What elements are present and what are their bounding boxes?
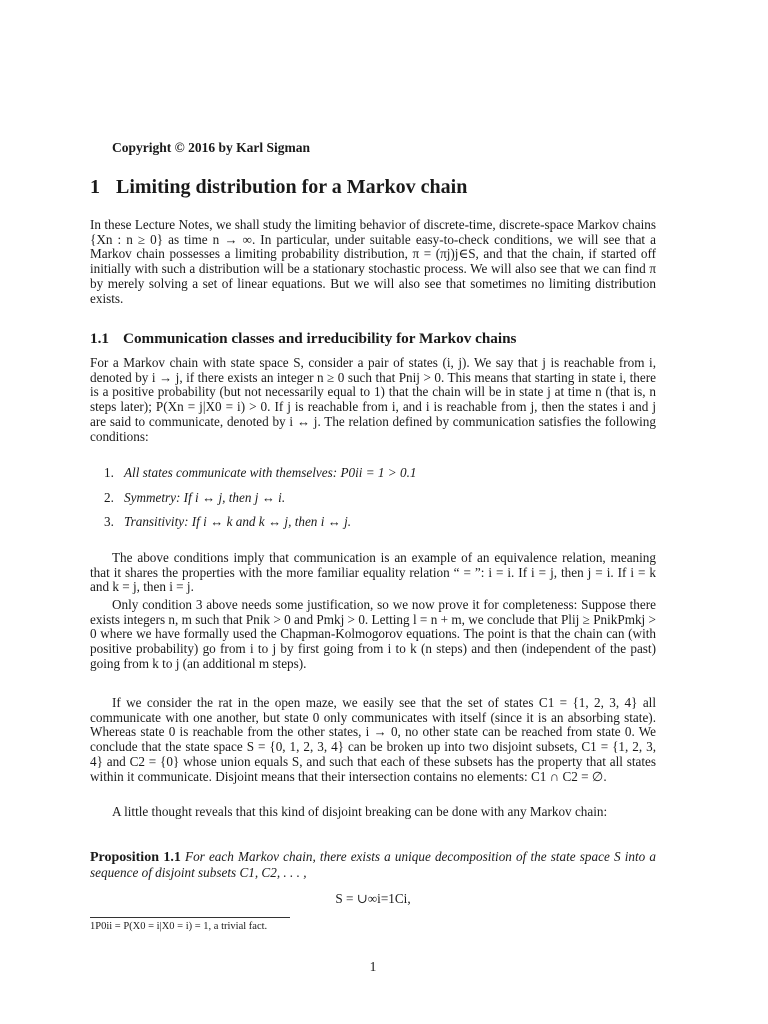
footnote-rule: [90, 917, 290, 918]
intro-paragraph: In these Lecture Notes, we shall study the limiting behavior of discrete-time, discrete-space Markov chains {Xn : n ≥ 0} as time n → ∞. In particular, under suitable easy-to-check conditions, we will see that a Markov chain possesses a limiting probability distribution, π = (πj)j∈S, and that the chain, if started off initially with such a distribution will be a stationary stochastic process. We will also see that we can find π by merely solving a set of linear equations. But we will also see that sometimes no limiting distribution exists.: [90, 217, 656, 306]
subsection-title: Communication classes and irreducibility for Markov chains: [122, 330, 517, 347]
proposition-text: For each Markov chain, there exists a unique decomposition of the state space S into a sequence of disjoint subsets C1, C2, . . . ,: [90, 849, 657, 880]
section-number: 1: [90, 176, 100, 198]
transitivity-proof-paragraph: Only condition 3 above needs some justification, so we now prove it for completeness: Suppose there exists integers n, m such that Pnik > 0 and Pmkj > 0. Letting l = n + m, we conclude that Plij ≥ PnikPmkj > 0 where we have formally used the Chapman-Kolmogorov equations. The point is that the chain can (with positive probability) go from i to j by first going from i to k (n steps) and then (independent of the past) going from k to j (an additional m steps).: [90, 597, 656, 671]
proposition-label: Proposition 1.1: [90, 850, 181, 865]
section-title: Limiting distribution for a Markov chain: [116, 176, 468, 198]
condition-item: 2. Symmetry: If i ↔ j, then j ↔ i.: [104, 489, 286, 505]
decomposition-equation: S = ∪∞i=1Ci,: [335, 891, 411, 906]
condition-item: 3. Transitivity: If i ↔ k and k ↔ j, then i ↔ j.: [104, 514, 352, 530]
proposition-block: [90, 850, 656, 880]
subsection-number: 1.1: [90, 330, 109, 347]
condition-item: 1. All states communicate with themselves: P0ii = 1 > 0.1: [104, 465, 417, 480]
page-number: 1: [369, 959, 377, 974]
section-heading: [90, 176, 467, 199]
copyright-line: Copyright © 2016 by Karl Sigman: [112, 140, 310, 155]
conditions-list: [104, 466, 644, 540]
equivalence-paragraph: The above conditions imply that communication is an example of an equivalence relation, meaning that it shares the properties with the more familiar equality relation “ = ”: i = i. If i = j, then j = i. If i = k and k = j, then i = j.: [90, 550, 656, 595]
rat-maze-paragraph: If we consider the rat in the open maze, we easily see that the set of states C1 = {1, 2, 3, 4} all communicate with one another, but state 0 only communicates with itself (since it is an absorbing state). Whereas state 0 is reachable from the other states, i → 0, no other state can be reached from state 0. We conclude that the state space S = {0, 1, 2, 3, 4} can be broken up into two disjoint subsets, C1 = {1, 2, 3, 4} and C2 = {0} whose union equals S, and such that each of these subsets has the property that all states within it communicate. Disjoint means that their intersection contains no elements: C1 ∩ C2 = ∅.: [90, 695, 656, 784]
subsection-heading: [90, 330, 516, 348]
disjoint-breaking-paragraph: A little thought reveals that this kind of disjoint breaking can be done with any Markov chain:: [112, 804, 608, 819]
footnote: 1P0ii = P(X0 = i|X0 = i) = 1, a trivial fact.: [90, 921, 268, 932]
reachability-paragraph: For a Markov chain with state space S, consider a pair of states (i, j). We say that j is reachable from i, denoted by i → j, if there exists an integer n ≥ 0 such that Pnij > 0. This means that starting in state i, there is a positive probability (but not necessarily equal to 1) that the chain will be in state j at time n (that is, n steps later); P(Xn = j|X0 = i) > 0. If j is reachable from i, and i is reachable from j, then the states i and j are said to communicate, denoted by i ↔ j. The relation defined by communication satisfies the following conditions:: [90, 355, 656, 444]
